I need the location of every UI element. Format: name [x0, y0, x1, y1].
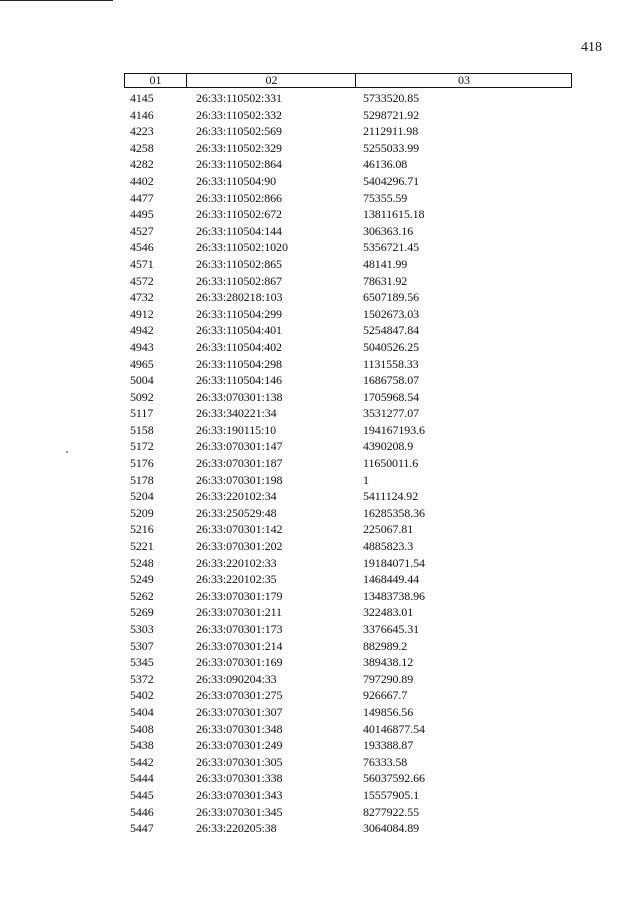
- cell-value: 5298721.92: [363, 107, 420, 122]
- cell-id: 4477: [130, 190, 154, 205]
- table-row: [0, 621, 640, 638]
- table-row: [0, 704, 640, 721]
- table-row: [0, 273, 640, 290]
- table-row: [0, 721, 640, 738]
- cell-value: 5733520.85: [363, 91, 420, 105]
- cell-value: 46136.08: [363, 157, 408, 172]
- cell-cadastral-number: 26:33:070301:275: [196, 688, 283, 703]
- cell-value: 11650011.6: [363, 456, 419, 471]
- cell-id: 5004: [130, 373, 154, 388]
- table-row: [0, 156, 640, 173]
- cell-value: 389438.12: [363, 655, 414, 670]
- cell-id: 4572: [130, 273, 154, 288]
- table-row: [0, 770, 640, 787]
- table-row: [0, 588, 640, 605]
- cell-value: 306363.16: [363, 223, 414, 238]
- table-row: [0, 322, 640, 339]
- table-header: [124, 73, 572, 88]
- cell-value: 882989.2: [363, 638, 408, 653]
- cell-value: 3064084.89: [363, 821, 420, 836]
- cell-id: 4258: [130, 140, 154, 155]
- cell-cadastral-number: 26:33:110504:90: [196, 173, 277, 188]
- cell-value: 1686758.07: [363, 373, 420, 388]
- cell-id: 5178: [130, 472, 154, 487]
- cell-cadastral-number: 26:33:220102:35: [196, 572, 277, 587]
- cell-value: 194167193.6: [363, 422, 425, 437]
- cell-cadastral-number: 26:33:070301:138: [196, 389, 283, 404]
- cell-id: 4145: [130, 91, 154, 105]
- table-row: [0, 306, 640, 323]
- cell-value: 19184071.54: [363, 555, 425, 570]
- cell-value: 225067.81: [363, 522, 414, 537]
- cell-id: 5408: [130, 721, 154, 736]
- table-row: [0, 571, 640, 588]
- table-row: [0, 438, 640, 455]
- cell-cadastral-number: 26:33:220102:34: [196, 489, 277, 504]
- table-row: [0, 405, 640, 422]
- table-row: [0, 754, 640, 771]
- cell-value: 2112911.98: [363, 124, 419, 139]
- table-row: [0, 140, 640, 157]
- table-row: [0, 521, 640, 538]
- cell-value: 797290.89: [363, 671, 414, 686]
- cell-id: 5249: [130, 572, 154, 587]
- cell-cadastral-number: 26:33:110502:569: [196, 124, 282, 139]
- cell-id: 5172: [130, 439, 154, 454]
- table-row: [0, 356, 640, 373]
- cell-cadastral-number: 26:33:110502:866: [196, 190, 282, 205]
- cell-cadastral-number: 26:33:070301:211: [196, 605, 282, 620]
- table-body: [0, 90, 640, 837]
- cell-cadastral-number: 26:33:070301:343: [196, 787, 283, 802]
- cell-id: 5303: [130, 622, 154, 636]
- table-row: [0, 671, 640, 688]
- cell-value: 6507189.56: [363, 290, 420, 305]
- cell-value: 1705968.54: [363, 389, 420, 404]
- cell-value: 3531277.07: [363, 406, 420, 421]
- cell-value: 48141.99: [363, 256, 408, 271]
- cell-id: 5438: [130, 738, 154, 753]
- top-rule: [0, 0, 113, 1]
- table-row: [0, 538, 640, 555]
- cell-id: 4527: [130, 223, 154, 238]
- cell-cadastral-number: 26:33:070301:249: [196, 738, 283, 753]
- cell-cadastral-number: 26:33:110502:331: [196, 91, 282, 105]
- cell-value: 78631.92: [363, 273, 408, 288]
- cell-cadastral-number: 26:33:070301:305: [196, 754, 283, 769]
- cell-id: 4546: [130, 240, 154, 255]
- cell-value: 5255033.99: [363, 140, 420, 155]
- cell-cadastral-number: 26:33:280218:103: [196, 290, 283, 305]
- table-row: [0, 804, 640, 821]
- cell-cadastral-number: 26:33:070301:173: [196, 622, 283, 636]
- cell-cadastral-number: 26:33:110502:672: [196, 207, 282, 222]
- table-row: [0, 206, 640, 223]
- table-row: [0, 737, 640, 754]
- cell-cadastral-number: 26:33:070301:345: [196, 804, 283, 819]
- cell-cadastral-number: 26:33:110504:401: [196, 323, 282, 338]
- cell-value: 1: [363, 472, 369, 487]
- table-row: [0, 555, 640, 572]
- cell-value: 4885823.3: [363, 539, 414, 554]
- cell-value: 15557905.1: [363, 787, 420, 802]
- cell-cadastral-number: 26:33:110504:402: [196, 339, 282, 354]
- cell-cadastral-number: 26:33:110502:865: [196, 256, 282, 271]
- cell-cadastral-number: 26:33:070301:307: [196, 704, 283, 719]
- cell-value: 149856.56: [363, 704, 414, 719]
- cell-id: 5221: [130, 539, 154, 554]
- table-row: [0, 339, 640, 356]
- cell-cadastral-number: 26:33:090204:33: [196, 671, 277, 686]
- cell-id: 5446: [130, 804, 154, 819]
- cell-cadastral-number: 26:33:070301:338: [196, 771, 283, 786]
- cell-id: 4571: [130, 256, 154, 271]
- table-row: [0, 787, 640, 804]
- table-row: [0, 289, 640, 306]
- cell-cadastral-number: 26:33:070301:142: [196, 522, 283, 537]
- cell-value: 5254847.84: [363, 323, 420, 338]
- cell-value: 56037592.66: [363, 771, 425, 786]
- cell-id: 4942: [130, 323, 154, 338]
- cell-value: 926667.7: [363, 688, 408, 703]
- cell-id: 5402: [130, 688, 154, 703]
- cell-value: 5040526.25: [363, 339, 420, 354]
- cell-cadastral-number: 26:33:070301:214: [196, 638, 283, 653]
- cell-id: 5444: [130, 771, 154, 786]
- cell-id: 5248: [130, 555, 154, 570]
- table-row: [0, 654, 640, 671]
- cell-cadastral-number: 26:33:110504:146: [196, 373, 282, 388]
- cell-cadastral-number: 26:33:110504:144: [196, 223, 282, 238]
- cell-value: 76333.58: [363, 754, 408, 769]
- cell-id: 4912: [130, 306, 154, 321]
- cell-id: 4732: [130, 290, 154, 305]
- cell-cadastral-number: 26:33:110502:329: [196, 140, 282, 155]
- cell-id: 5345: [130, 655, 154, 670]
- cell-value: 1468449.44: [363, 572, 420, 587]
- table-row: [0, 190, 640, 207]
- cell-cadastral-number: 26:33:070301:202: [196, 539, 283, 554]
- cell-id: 4223: [130, 124, 154, 139]
- cell-cadastral-number: 26:33:110502:1020: [196, 240, 288, 255]
- cell-value: 16285358.36: [363, 505, 425, 520]
- cell-cadastral-number: 26:33:190115:10: [196, 422, 277, 437]
- cell-id: 5117: [130, 406, 154, 421]
- cell-cadastral-number: 26:33:070301:187: [196, 456, 283, 471]
- cell-value: 4390208.9: [363, 439, 414, 454]
- cell-cadastral-number: 26:33:110504:298: [196, 356, 282, 371]
- cell-id: 5209: [130, 505, 154, 520]
- cell-id: 5262: [130, 588, 154, 603]
- cell-cadastral-number: 26:33:110504:299: [196, 306, 282, 321]
- cell-id: 5158: [130, 422, 154, 437]
- cell-value: 8277922.55: [363, 804, 420, 819]
- table-row: [0, 604, 640, 621]
- cell-id: 5204: [130, 489, 154, 504]
- cell-cadastral-number: 26:33:070301:169: [196, 655, 283, 670]
- cell-cadastral-number: 26:33:220102:33: [196, 555, 277, 570]
- table-row: [0, 472, 640, 489]
- cell-cadastral-number: 26:33:110502:867: [196, 273, 282, 288]
- cell-cadastral-number: 26:33:070301:348: [196, 721, 283, 736]
- page-number: 418: [581, 40, 602, 55]
- table-row: [0, 223, 640, 240]
- table-row: [0, 123, 640, 140]
- cell-id: 5216: [130, 522, 154, 537]
- scan-speck: [66, 451, 68, 453]
- cell-id: 5442: [130, 754, 154, 769]
- table-row: [0, 422, 640, 439]
- cell-cadastral-number: 26:33:110502:864: [196, 157, 282, 172]
- table-row: [0, 389, 640, 406]
- cell-value: 40146877.54: [363, 721, 425, 736]
- cell-value: 13483738.96: [363, 588, 425, 603]
- table-row: [0, 687, 640, 704]
- table-row: [0, 820, 640, 837]
- cell-value: 1131558.33: [363, 356, 419, 371]
- table-row: [0, 90, 640, 107]
- cell-id: 4146: [130, 107, 154, 122]
- table-row: [0, 638, 640, 655]
- header-col-03: 03: [355, 74, 572, 87]
- cell-id: 5404: [130, 704, 154, 719]
- cell-value: 5404296.71: [363, 173, 420, 188]
- cell-cadastral-number: 26:33:250529:48: [196, 505, 277, 520]
- cell-cadastral-number: 26:33:110502:332: [196, 107, 282, 122]
- cell-id: 4402: [130, 173, 154, 188]
- header-col-02: 02: [186, 74, 356, 87]
- cell-value: 5411124.92: [363, 489, 419, 504]
- cell-cadastral-number: 26:33:070301:198: [196, 472, 283, 487]
- cell-id: 4943: [130, 339, 154, 354]
- cell-cadastral-number: 26:33:070301:179: [196, 588, 283, 603]
- cell-id: 4965: [130, 356, 154, 371]
- table-row: [0, 372, 640, 389]
- table-row: [0, 256, 640, 273]
- table-row: [0, 488, 640, 505]
- cell-value: 75355.59: [363, 190, 408, 205]
- cell-cadastral-number: 26:33:070301:147: [196, 439, 283, 454]
- table-row: [0, 455, 640, 472]
- cell-id: 4282: [130, 157, 154, 172]
- cell-cadastral-number: 26:33:220205:38: [196, 821, 277, 836]
- cell-id: 5372: [130, 671, 154, 686]
- cell-value: 5356721.45: [363, 240, 420, 255]
- cell-value: 13811615.18: [363, 207, 425, 222]
- cell-id: 5176: [130, 456, 154, 471]
- table-row: [0, 107, 640, 124]
- cell-value: 193388.87: [363, 738, 414, 753]
- cell-id: 4495: [130, 207, 154, 222]
- cell-id: 5092: [130, 389, 154, 404]
- cell-value: 322483.01: [363, 605, 414, 620]
- cell-id: 5445: [130, 787, 154, 802]
- table-row: [0, 173, 640, 190]
- cell-value: 1502673.03: [363, 306, 420, 321]
- cell-id: 5269: [130, 605, 154, 620]
- table-row: [0, 505, 640, 522]
- header-col-01: 01: [149, 73, 162, 87]
- cell-cadastral-number: 26:33:340221:34: [196, 406, 277, 421]
- cell-value: 3376645.31: [363, 622, 420, 636]
- cell-id: 5307: [130, 638, 154, 653]
- table-row: [0, 239, 640, 256]
- cell-id: 5447: [130, 821, 154, 836]
